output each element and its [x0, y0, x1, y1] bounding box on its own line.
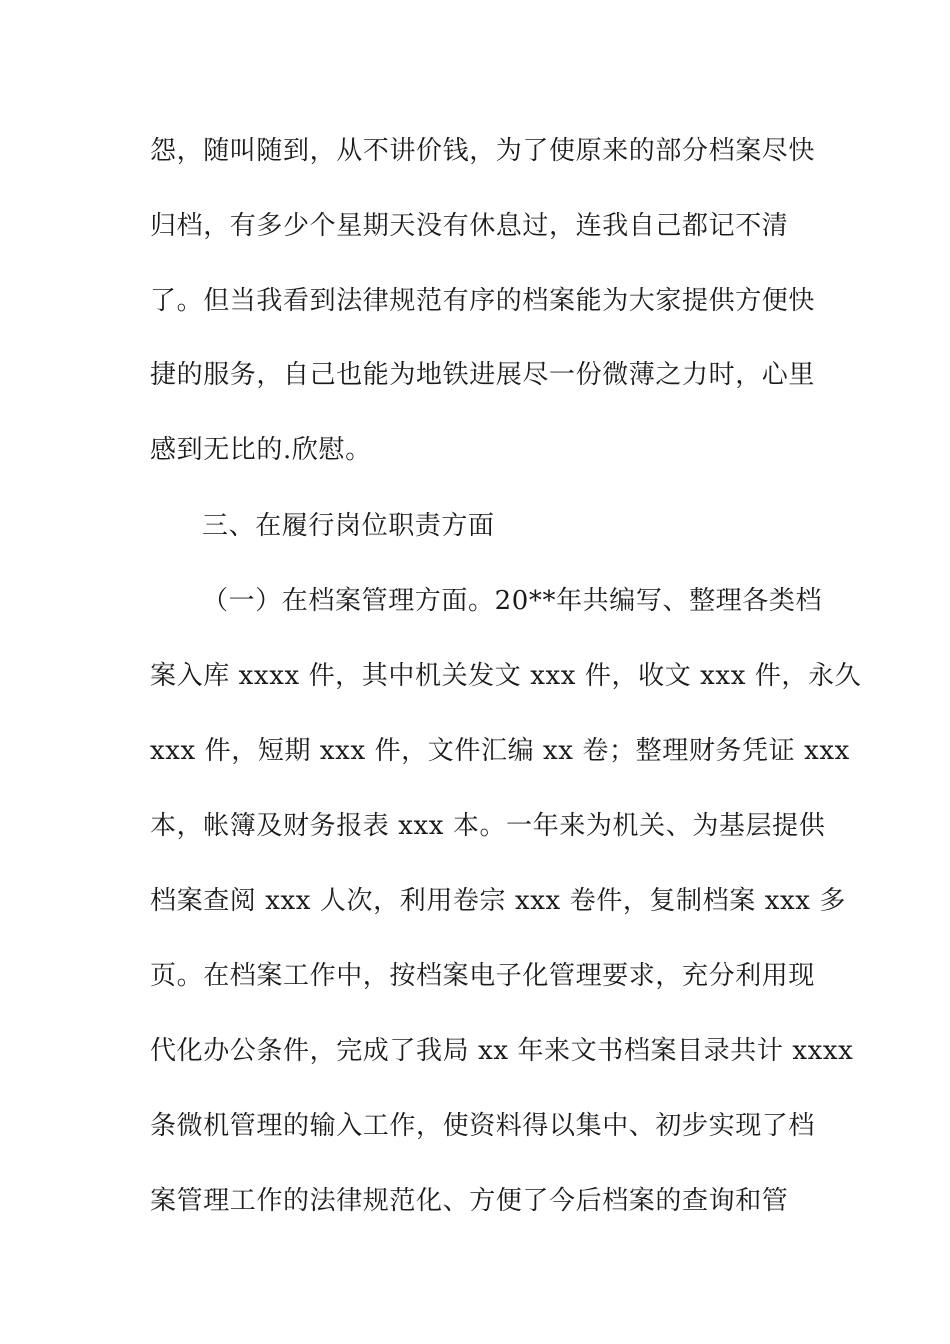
- paragraph-line: 归档，有多少个星期天没有休息过，连我自己都记不清: [150, 211, 789, 241]
- paragraph-line: 案管理工作的法律规范化、方便了今后档案的查询和管: [150, 1186, 789, 1216]
- subsection-heading-line: （一）在档案管理方面。20**年共编写、整理各类档: [202, 586, 823, 616]
- paragraph-line: 页。在档案工作中，按档案电子化管理要求，充分利用现: [150, 961, 816, 991]
- paragraph-line: 本，帐簿及财务报表 xxx 本。一年来为机关、为基层提供: [150, 811, 826, 841]
- paragraph-line: 条微机管理的输入工作，使资料得以集中、初步实现了档: [150, 1111, 816, 1141]
- paragraph-line: 了。但当我看到法律规范有序的档案能为大家提供方便快: [150, 286, 816, 316]
- section-heading: 三、在履行岗位职责方面: [202, 511, 495, 541]
- paragraph-line: 档案查阅 xxx 人次，利用卷宗 xxx 卷件，复制档案 xxx 多: [150, 886, 846, 916]
- paragraph-line: 代化办公条件，完成了我局 xx 年来文书档案目录共计 xxxx: [150, 1036, 854, 1066]
- paragraph-line: 捷的服务，自己也能为地铁进展尽一份微薄之力时，心里: [150, 360, 816, 390]
- paragraph-line: xxx 件，短期 xxx 件，文件汇编 xx 卷；整理财务凭证 xxx: [150, 736, 850, 766]
- paragraph-line: 感到无比的.欣慰。: [150, 435, 372, 465]
- paragraph-line: 怨，随叫随到，从不讲价钱，为了使原来的部分档案尽快: [150, 136, 816, 166]
- paragraph-line: 案入库 xxxx 件，其中机关发文 xxx 件，收文 xxx 件，永久: [150, 661, 862, 691]
